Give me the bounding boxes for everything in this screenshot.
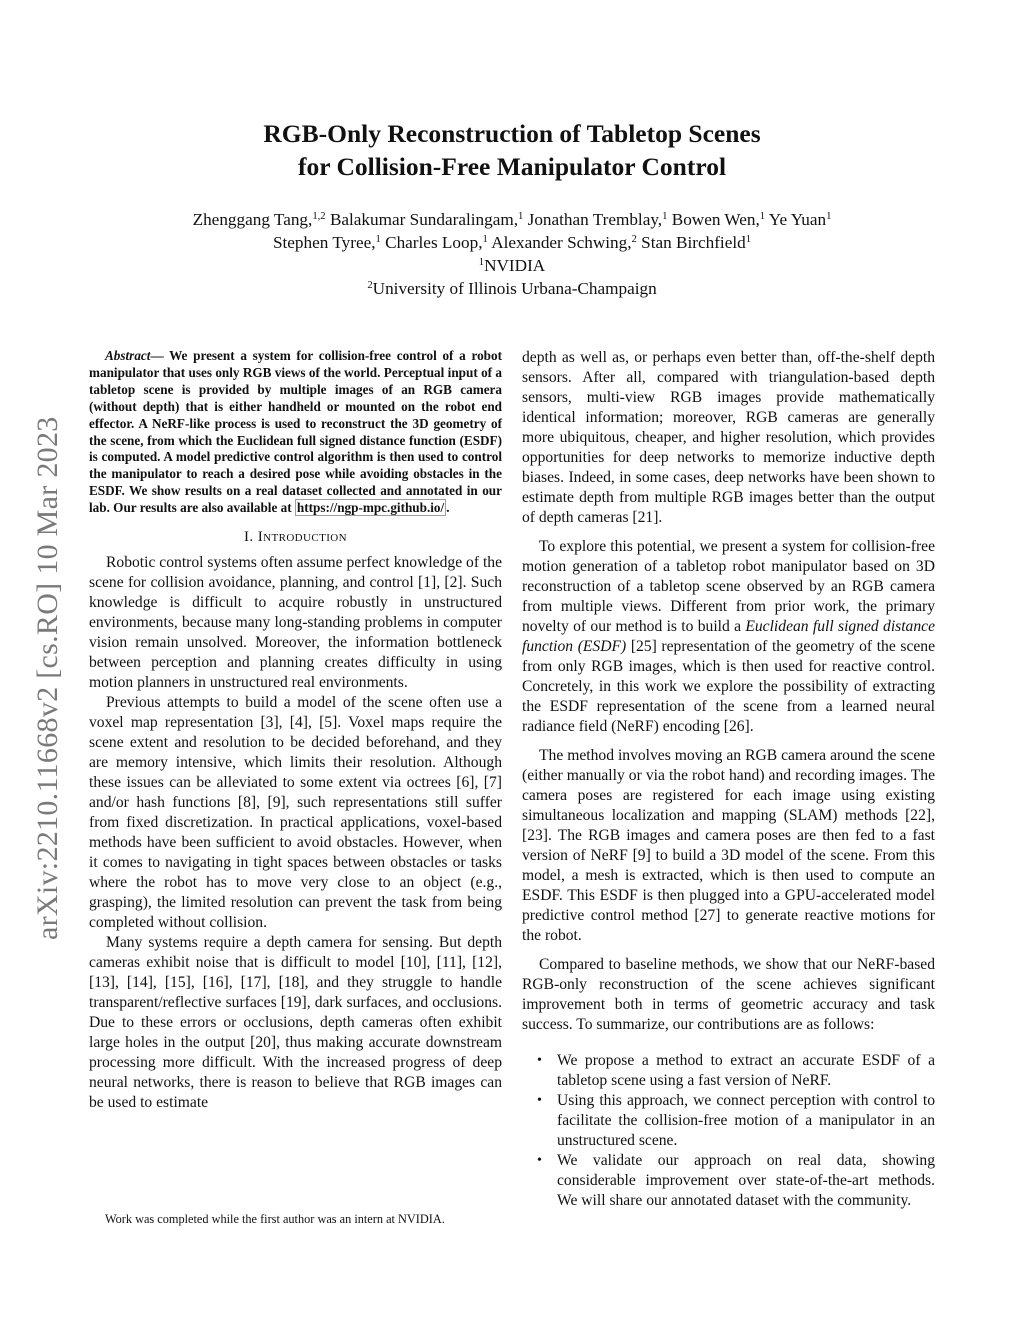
author-affiliation-mark: 1 (759, 211, 766, 223)
author-affiliation-mark: 1 (375, 234, 381, 246)
author-affiliation-mark: 1 (662, 211, 668, 223)
intro-paragraph-3: Many systems require a depth camera for sensing. But depth cameras exhibit noise that is difficult to model [10], [11], [12], [13], [14], [15], [16], [17], [18], and they struggle to handle transparent/reflective surfaces [19], dark surfaces, and occlusions. Due to these errors or occlusions, depth cameras often exhibit large holes in the output [20], thus making accurate downstream processing more difficult. With the increased progress of deep neural networks, there is reason to believe that RGB images can be used to estimate (89, 934, 502, 1112)
list-item (522, 1091, 935, 1151)
title-line-1: RGB-Only Reconstruction of Tabletop Scenes (263, 119, 761, 148)
bullet-icon: • (537, 1053, 542, 1068)
author-affiliation-mark: 1,2 (312, 211, 326, 223)
author-name: Alexander Schwing, (487, 233, 632, 252)
author-name: Stan Birchfield (636, 233, 746, 252)
abstract-body: We present a system for collision-free control of a robot manipulator that uses only RGB views of the world. Perceptual input of a tabletop scene is provided by multiple images of an RGB camera (without depth) that is either handheld or mounted on the robot end effector. A NeRF-like process is used to reconstruct the 3D geometry of the scene, from which the Euclidean full signed distance function (ESDF) is computed. A model predictive control algorithm is then used to control the manipulator to reach a desired pose while avoiding obstacles in the ESDF. We show results on a real dataset collected and annotated in our lab. Our results are also available at (89, 348, 502, 516)
affiliation-mark: 2 (367, 280, 373, 292)
right-column (522, 348, 935, 1211)
abstract-tail: . (446, 500, 450, 516)
right-paragraph-2 (522, 537, 935, 737)
arxiv-identifier: arXiv:2210.11668v2 [cs.RO] 10 Mar 2023 (31, 416, 64, 940)
intro-paragraph-1: Robotic control systems often assume perfect knowledge of the scene for collision avoidance, planning, and control [1], [2]. Such knowledge is difficult to acquire robustly in unstructured environments, because many long-standing problems in computer vision remain unsolved. Moreover, the information bottleneck between perception and planning creates difficulty in using motion planners in unstructured real environments. (89, 554, 502, 692)
author-affiliation-mark: 1 (518, 211, 524, 223)
list-item-text: We propose a method to extract an accurate ESDF of a tabletop scene using a fast version of NeRF. (557, 1052, 935, 1089)
affiliation-name: University of Illinois Urbana-Champaign (372, 279, 657, 298)
right-paragraph-3: The method involves moving an RGB camera around the scene (either manually or via the robot hand) and recording images. The camera poses are registered for each image using existing simultaneous localization and mapping (SLAM) methods [22], [23]. The RGB images and camera poses are then fed to a fast version of NeRF [9] to build a 3D model of the scene. From this model, a mesh is extracted, which is then used to compute an ESDF. This ESDF is then plugged into a GPU-accelerated model predictive control method [27] to generate reactive motions for the robot. (522, 747, 935, 944)
project-url-link[interactable]: https://ngp-mpc.github.io/ (296, 500, 445, 516)
bullet-icon: • (537, 1153, 542, 1168)
author-name: Balakumar Sundaralingam, (325, 210, 518, 229)
title-line-2: for Collision-Free Manipulator Control (297, 152, 727, 181)
list-item (522, 1051, 935, 1091)
right-paragraph-2-text-b: [25] representation of the geometry of the scene from only RGB images, which is then used for reactive control. Concretely, in this work we explore the possibility of extracting the ESDF representation of the scene from a learned neural radiance field (NeRF) encoding [26]. (522, 638, 936, 735)
list-item-text: We validate our approach on real data, showing considerable improvement over state-of-the-art methods. We will share our annotated dataset with the community. (557, 1152, 935, 1209)
esdf-emphasis: Euclidean full signed distance function (ESDF) (522, 618, 935, 655)
intro-paragraph-2: Previous attempts to build a model of the scene often use a voxel map representation [3], [4], [5]. Voxel maps require the scene extent and resolution to be decided beforehand, and they are memory intensive, which limits their resolution. Although these issues can be alleviated to some extent via octrees [6], [7] and/or hash functions [8], [9], such representations still suffer from fixed discretization. In practical applications, voxel-based methods have been sufficient to avoid obstacles. However, when it comes to navigating in tight spaces between obstacles or tasks where the robot has to move very close to an object (e.g., grasping), the limited resolution can prevent the task from being completed without collision. (89, 694, 502, 932)
list-item (522, 1151, 935, 1211)
abstract-dash: — (150, 348, 164, 363)
section-heading-introduction: I. Introduction (244, 529, 347, 546)
contributions-list (522, 1051, 935, 1211)
right-paragraph-2-text-a: To explore this potential, we present a system for collision-free motion generation of a tabletop robot manipulator based on 3D reconstruction of a tabletop scene observed by an RGB camera from multiple views. Different from prior work, the primary novelty of our method is to build a (522, 538, 935, 635)
authors-line-2 (0, 231, 1024, 254)
list-item-text: Using this approach, we connect perception with control to facilitate the collision-free motion of a manipulator in an unstructured scene. (557, 1092, 935, 1149)
author-block (0, 208, 1024, 300)
author-affiliation-mark: 1 (482, 234, 488, 246)
footnote: Work was completed while the first author was an intern at NVIDIA. (105, 1212, 445, 1226)
abstract (89, 348, 502, 517)
author-affiliation-mark: 1 (745, 234, 752, 246)
author-name: Charles Loop, (380, 233, 483, 252)
paper-title (0, 117, 1024, 183)
right-paragraph-1: depth as well as, or perhaps even better than, off-the-shelf depth sensors. After all, compared with triangulation-based depth sensors, multi-view RGB images provide mathematically identical information; moreover, RGB cameras are generally more ubiquitous, cheaper, and higher resolution, which provides opportunities for deep networks to memorize inductive depth biases. Indeed, in some cases, deep networks have been shown to estimate depth from multiple RGB images better than the output of depth cameras [21]. (522, 349, 935, 526)
left-column (89, 348, 502, 1113)
author-affiliation-mark: 2 (631, 234, 637, 246)
author-name: Ye Yuan (765, 210, 827, 229)
affiliation-1 (0, 254, 1024, 277)
abstract-label: Abstract (105, 348, 151, 363)
affiliation-name: NVIDIA (484, 256, 546, 275)
affiliation-2 (0, 277, 1024, 300)
author-affiliation-mark: 1 (826, 211, 832, 223)
author-name: Jonathan Tremblay, (523, 210, 663, 229)
author-name: Zhenggang Tang, (192, 210, 313, 229)
authors-line-1 (0, 208, 1024, 231)
author-name: Stephen Tyree, (272, 233, 376, 252)
right-paragraph-4: Compared to baseline methods, we show that our NeRF-based RGB-only reconstruction of the scene achieves significant improvement both in terms of geometric accuracy and task success. To summarize, our contributions are as follows: (522, 956, 935, 1033)
bullet-icon: • (537, 1093, 542, 1108)
author-name: Bowen Wen, (667, 210, 760, 229)
affiliation-mark: 1 (478, 257, 485, 269)
